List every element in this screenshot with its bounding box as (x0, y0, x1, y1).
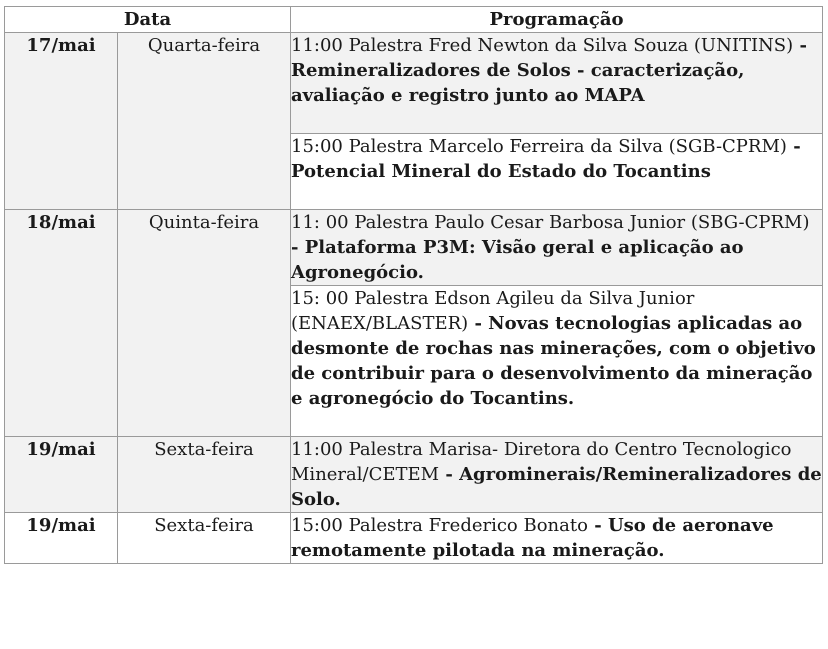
talk-title: - Potencial Mineral do Estado do Tocantins (291, 136, 801, 182)
program-cell (291, 33, 823, 134)
talk-intro: 11:00 Palestra Fred Newton da Silva Souza (UNITINS) (291, 35, 794, 56)
talk-intro: 11:00 Palestra Marisa- Diretora do Centro Tecnologico Mineral/CETEM (291, 439, 792, 485)
table-row (5, 210, 823, 286)
talk-title: - Novas tecnologias aplicadas ao desmonte de rochas nas minerações, com o objetivo de contribuir para o desenvolvimento da mineração e agronegócio do Tocantins. (291, 313, 816, 409)
table-row (5, 33, 823, 134)
date-cell: 19/mai (5, 437, 118, 513)
talk-intro: 15:00 Palestra Marcelo Ferreira da Silva (SGB-CPRM) (291, 136, 787, 157)
table-row (5, 513, 823, 564)
program-cell (291, 513, 823, 564)
weekday-cell: Quarta-feira (118, 33, 291, 210)
program-cell (291, 437, 823, 513)
program-cell (291, 210, 823, 286)
header-date: Data (5, 7, 291, 33)
table-row (5, 437, 823, 513)
program-cell (291, 286, 823, 437)
talk-intro: 15:00 Palestra Frederico Bonato (291, 515, 588, 536)
talk-title: - Remineralizadores de Solos - caracterização, avaliação e registro junto ao MAPA (291, 35, 807, 106)
talk-intro: 15: 00 Palestra Edson Agileu da Silva Junior (ENAEX/BLASTER) (291, 288, 695, 334)
date-cell: 17/mai (5, 33, 118, 210)
weekday-cell: Quinta-feira (118, 210, 291, 437)
talk-title: - Agrominerais/Remineralizadores de Solo. (291, 464, 822, 510)
talk-title: - Uso de aeronave remotamente pilotada na mineração. (291, 515, 774, 561)
date-cell: 18/mai (5, 210, 118, 437)
date-cell: 19/mai (5, 513, 118, 564)
weekday-cell: Sexta-feira (118, 437, 291, 513)
schedule-table (4, 6, 823, 564)
talk-title: - Plataforma P3M: Visão geral e aplicação ao Agronegócio. (291, 237, 744, 283)
header-row (5, 7, 823, 33)
program-cell (291, 134, 823, 210)
weekday-cell: Sexta-feira (118, 513, 291, 564)
talk-intro: 11: 00 Palestra Paulo Cesar Barbosa Junior (SBG-CPRM) (291, 212, 810, 233)
header-program: Programação (291, 7, 823, 33)
